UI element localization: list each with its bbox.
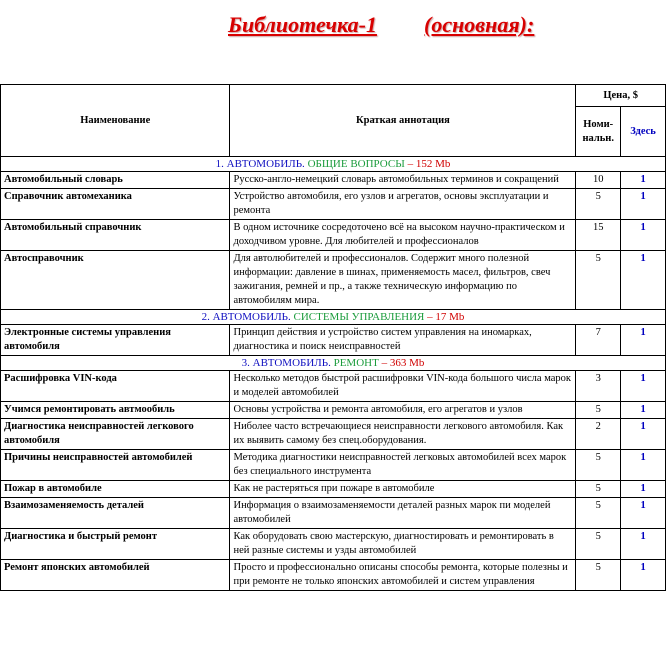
book-name: Электронные системы управления автомобиля: [1, 325, 230, 356]
book-annotation: Принцип действия и устройство систем управления на иномарках, диагностика и поиск неисправностей: [230, 325, 576, 356]
table-row: [1, 172, 666, 189]
book-name: Учимся ремонтировать автмообиль: [1, 402, 230, 419]
section-title-part-c: – 152 Mb: [407, 158, 451, 170]
price-nominal: 5: [576, 529, 621, 560]
price-nominal: 15: [576, 220, 621, 251]
price-nominal: 10: [576, 172, 621, 189]
section-title: [1, 356, 666, 371]
price-here: 1: [621, 481, 666, 498]
price-here: 1: [621, 220, 666, 251]
book-annotation: Как оборудовать свою мастерскую, диагностировать и ремонтировать в ней разные системы и узды автомобилей: [230, 529, 576, 560]
book-name: Диагностика неисправностей легкового автомобиля: [1, 419, 230, 450]
table-row: [1, 325, 666, 356]
section-header: [1, 157, 666, 172]
section-title-part-b: РЕМОНТ: [333, 357, 379, 369]
book-name: Взаимозаменяемость деталей: [1, 498, 230, 529]
table-row: [1, 498, 666, 529]
section-title: [1, 157, 666, 172]
price-here: 1: [621, 402, 666, 419]
book-annotation: Для автолюбителей и профессионалов. Содержит много полезной информации: давление в шинах, применяемость масел, фильтров, свеч зажигания, ремней и пр., а также техническую информацию по автомобилям мира.: [230, 251, 576, 310]
table-row: [1, 402, 666, 419]
book-name: Автомобильный справочник: [1, 220, 230, 251]
book-annotation: Русско-англо-немецкий словарь автомобильных терминов и сокращений: [230, 172, 576, 189]
section-title: [1, 310, 666, 325]
table-row: [1, 419, 666, 450]
section-header: [1, 310, 666, 325]
section-title-part-c: – 363 Mb: [381, 357, 425, 369]
table-row: [1, 481, 666, 498]
table-row: [1, 450, 666, 481]
price-here: 1: [621, 371, 666, 402]
books-table: [0, 84, 666, 591]
book-name: Причины неисправностей автомобилей: [1, 450, 230, 481]
header-here: Здесь: [621, 107, 666, 157]
header-annotation: Краткая аннотация: [230, 85, 576, 157]
section-title-part-b: СИСТЕМЫ УПРАВЛЕНИЯ: [293, 311, 425, 323]
table-row: [1, 371, 666, 402]
book-annotation: Как не растеряться при пожаре в автомобиле: [230, 481, 576, 498]
book-annotation: Ниболее часто встречающиеся неисправности легкового автомобиля. Как их выявить самому без спец.оборудования.: [230, 419, 576, 450]
book-annotation: Методика диагностики неисправностей легковых автомобилей всех марок без специального инструмента: [230, 450, 576, 481]
book-name: Автомобильный словарь: [1, 172, 230, 189]
book-annotation: Основы устройства и ремонта автомобиля, его агрегатов и узлов: [230, 402, 576, 419]
book-annotation: Просто и профессионально описаны способы ремонта, которые полезны и при ремонте не только японских автомобилей и систем управления: [230, 560, 576, 591]
price-nominal: 5: [576, 560, 621, 591]
price-here: 1: [621, 172, 666, 189]
price-here: 1: [621, 560, 666, 591]
price-here: 1: [621, 498, 666, 529]
price-here: 1: [621, 251, 666, 310]
book-annotation: Информация о взаимозаменяемости деталей разных марок пи моделей автомобилей: [230, 498, 576, 529]
book-name: Автосправочник: [1, 251, 230, 310]
page-title: [0, 8, 666, 42]
section-title-part-a: 3. АВТОМОБИЛЬ.: [241, 357, 331, 369]
header-name: Наименование: [1, 85, 230, 157]
price-here: 1: [621, 189, 666, 220]
title-main: Библиотечка-1: [228, 12, 377, 37]
price-here: 1: [621, 529, 666, 560]
section-title-part-c: – 17 Mb: [427, 311, 465, 323]
table-row: [1, 220, 666, 251]
price-nominal: 5: [576, 498, 621, 529]
section-title-part-b: ОБЩИЕ ВОПРОСЫ: [307, 158, 405, 170]
section-title-part-a: 1. АВТОМОБИЛЬ.: [215, 158, 305, 170]
table-row: [1, 529, 666, 560]
book-name: Ремонт японских автомобилей: [1, 560, 230, 591]
book-name: Справочник автомеханика: [1, 189, 230, 220]
title-sub: (основная):: [424, 12, 535, 37]
price-nominal: 7: [576, 325, 621, 356]
price-nominal: 5: [576, 189, 621, 220]
book-name: Расшифровка VIN-кода: [1, 371, 230, 402]
table-row: [1, 560, 666, 591]
table-row: [1, 189, 666, 220]
price-here: 1: [621, 450, 666, 481]
price-nominal: 3: [576, 371, 621, 402]
section-title-part-a: 2. АВТОМОБИЛЬ.: [201, 311, 291, 323]
section-header: [1, 356, 666, 371]
book-name: Диагностика и быстрый ремонт: [1, 529, 230, 560]
header-price: Цена, $: [576, 85, 666, 107]
price-nominal: 5: [576, 450, 621, 481]
price-here: 1: [621, 325, 666, 356]
book-annotation: Устройство автомобиля, его узлов и агрегатов, основы эксплуатации и ремонта: [230, 189, 576, 220]
table-row: [1, 251, 666, 310]
price-nominal: 5: [576, 251, 621, 310]
book-annotation: Несколько методов быстрой расшифровки VIN-кода большого числа марок и моделей автомобилей: [230, 371, 576, 402]
price-nominal: 5: [576, 481, 621, 498]
price-nominal: 2: [576, 419, 621, 450]
book-name: Пожар в автомобиле: [1, 481, 230, 498]
book-annotation: В одном источнике сосредоточено всё на высоком научно-практическом и доходчивом уровне. Для любителей и профессионалов: [230, 220, 576, 251]
price-nominal: 5: [576, 402, 621, 419]
price-here: 1: [621, 419, 666, 450]
header-nominal: Номи-нальн.: [576, 107, 621, 157]
